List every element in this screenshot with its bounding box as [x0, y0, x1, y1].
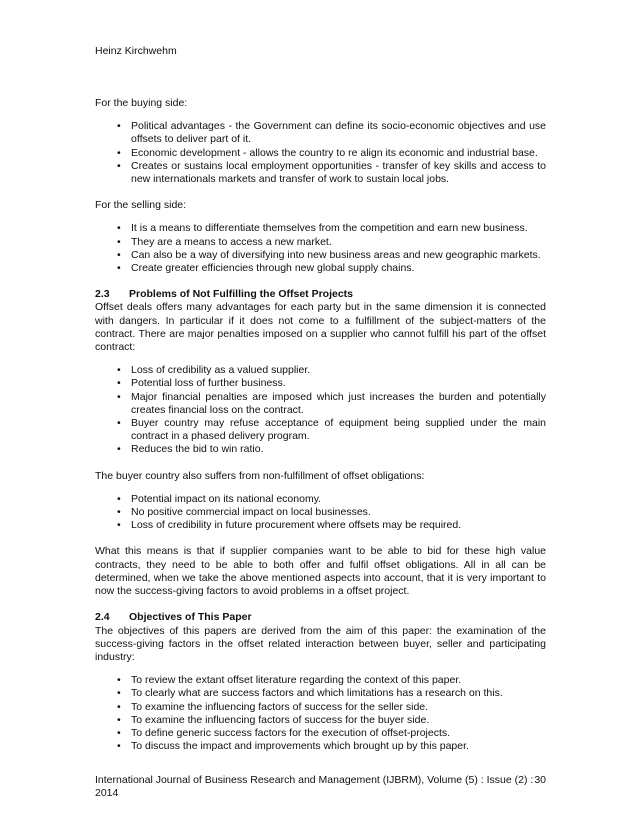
selling-side-list: [95, 222, 546, 275]
running-header-author: Heinz Kirchwehm: [95, 45, 177, 57]
page-body: [95, 97, 546, 753]
list-item: • Potential loss of further business.: [95, 377, 546, 390]
section-number: 2.3: [95, 288, 110, 301]
list-item: • To review the extant offset literature regarding the context of this paper.: [95, 674, 546, 687]
section-title: Problems of Not Fulfilling the Offset Projects: [129, 288, 354, 301]
buyer-country-list: [95, 493, 546, 533]
list-item: • Loss of credibility in future procurement where offsets may be required.: [95, 519, 546, 532]
section-number: 2.4: [95, 611, 110, 624]
section-2-3-paragraph: Offset deals offers many advantages for each party but in the same dimension it is connected with dangers. In particular if it does not come to a fulfillment of the subject-matters of the contract. There are major penalties imposed on a supplier who cannot fulfill his part of the offset contract:: [95, 301, 546, 354]
list-item: • They are a means to access a new market.: [95, 236, 546, 249]
list-item: • To clearly what are success factors and which limitations has a research on this.: [95, 687, 546, 700]
list-item: • It is a means to differentiate themselves from the competition and earn new business.: [95, 222, 546, 235]
list-item: • Loss of credibility as a valued supplier.: [95, 364, 546, 377]
journal-citation: International Journal of Business Research and Management (IJBRM), Volume (5) : Issue (2) : 2014: [95, 774, 534, 800]
list-item: • Potential impact on its national economy.: [95, 493, 546, 506]
list-item: • To examine the influencing factors of success for the seller side.: [95, 701, 546, 714]
page-footer: [95, 774, 546, 800]
list-item: • Economic development - allows the country to re align its economic and industrial base.: [95, 147, 546, 160]
list-item: • Create greater efficiencies through new global supply chains.: [95, 262, 546, 275]
list-item: • To examine the influencing factors of success for the buyer side.: [95, 714, 546, 727]
buying-side-list: [95, 120, 546, 186]
selling-side-intro: For the selling side:: [95, 199, 187, 212]
objectives-list: [95, 674, 546, 753]
list-item: • Reduces the bid to win ratio.: [95, 443, 546, 456]
list-item: • Creates or sustains local employment opportunities - transfer of key skills and access to new internationals markets and transfer of work to sustain local jobs.: [95, 160, 546, 186]
buyer-country-intro: The buyer country also suffers from non-fulfillment of offset obligations:: [95, 469, 425, 482]
list-item: • Major financial penalties are imposed which just increases the burden and potentially creates financial loss on the contract.: [95, 391, 546, 417]
list-item: • Can also be a way of diversifying into new business areas and new geographic markets.: [95, 249, 546, 262]
list-item: • To define generic success factors for the execution of offset-projects.: [95, 727, 546, 740]
list-item: • To discuss the impact and improvements which brought up by this paper.: [95, 740, 546, 753]
section-2-3-conclusion: What this means is that if supplier companies want to be able to bid for these high value contracts, they need to be able to both offer and fulfil offset obligations. All in all can be determined, when we take the above mentioned aspects into account, that it is very important to now the success-giving factors to avoid problems in a offset project.: [95, 545, 546, 598]
list-item: • Political advantages - the Government can define its socio-economic objectives and use offsets to deliver part of it.: [95, 120, 546, 146]
buying-side-intro: For the buying side:: [95, 97, 188, 109]
supplier-penalties-list: [95, 364, 546, 456]
section-heading-2-4: [95, 611, 546, 624]
section-heading-2-3: [95, 288, 546, 301]
page-number: 30: [534, 774, 546, 786]
section-title: Objectives of This Paper: [129, 611, 252, 624]
list-item: • No positive commercial impact on local businesses.: [95, 506, 546, 519]
section-2-4-paragraph: The objectives of this papers are derived from the aim of this paper: the examination of the success-giving factors in the offset related interaction between buyer, seller and participating industry:: [95, 624, 546, 663]
list-item: • Buyer country may refuse acceptance of equipment being supplied under the main contract in a phased delivery program.: [95, 417, 546, 443]
